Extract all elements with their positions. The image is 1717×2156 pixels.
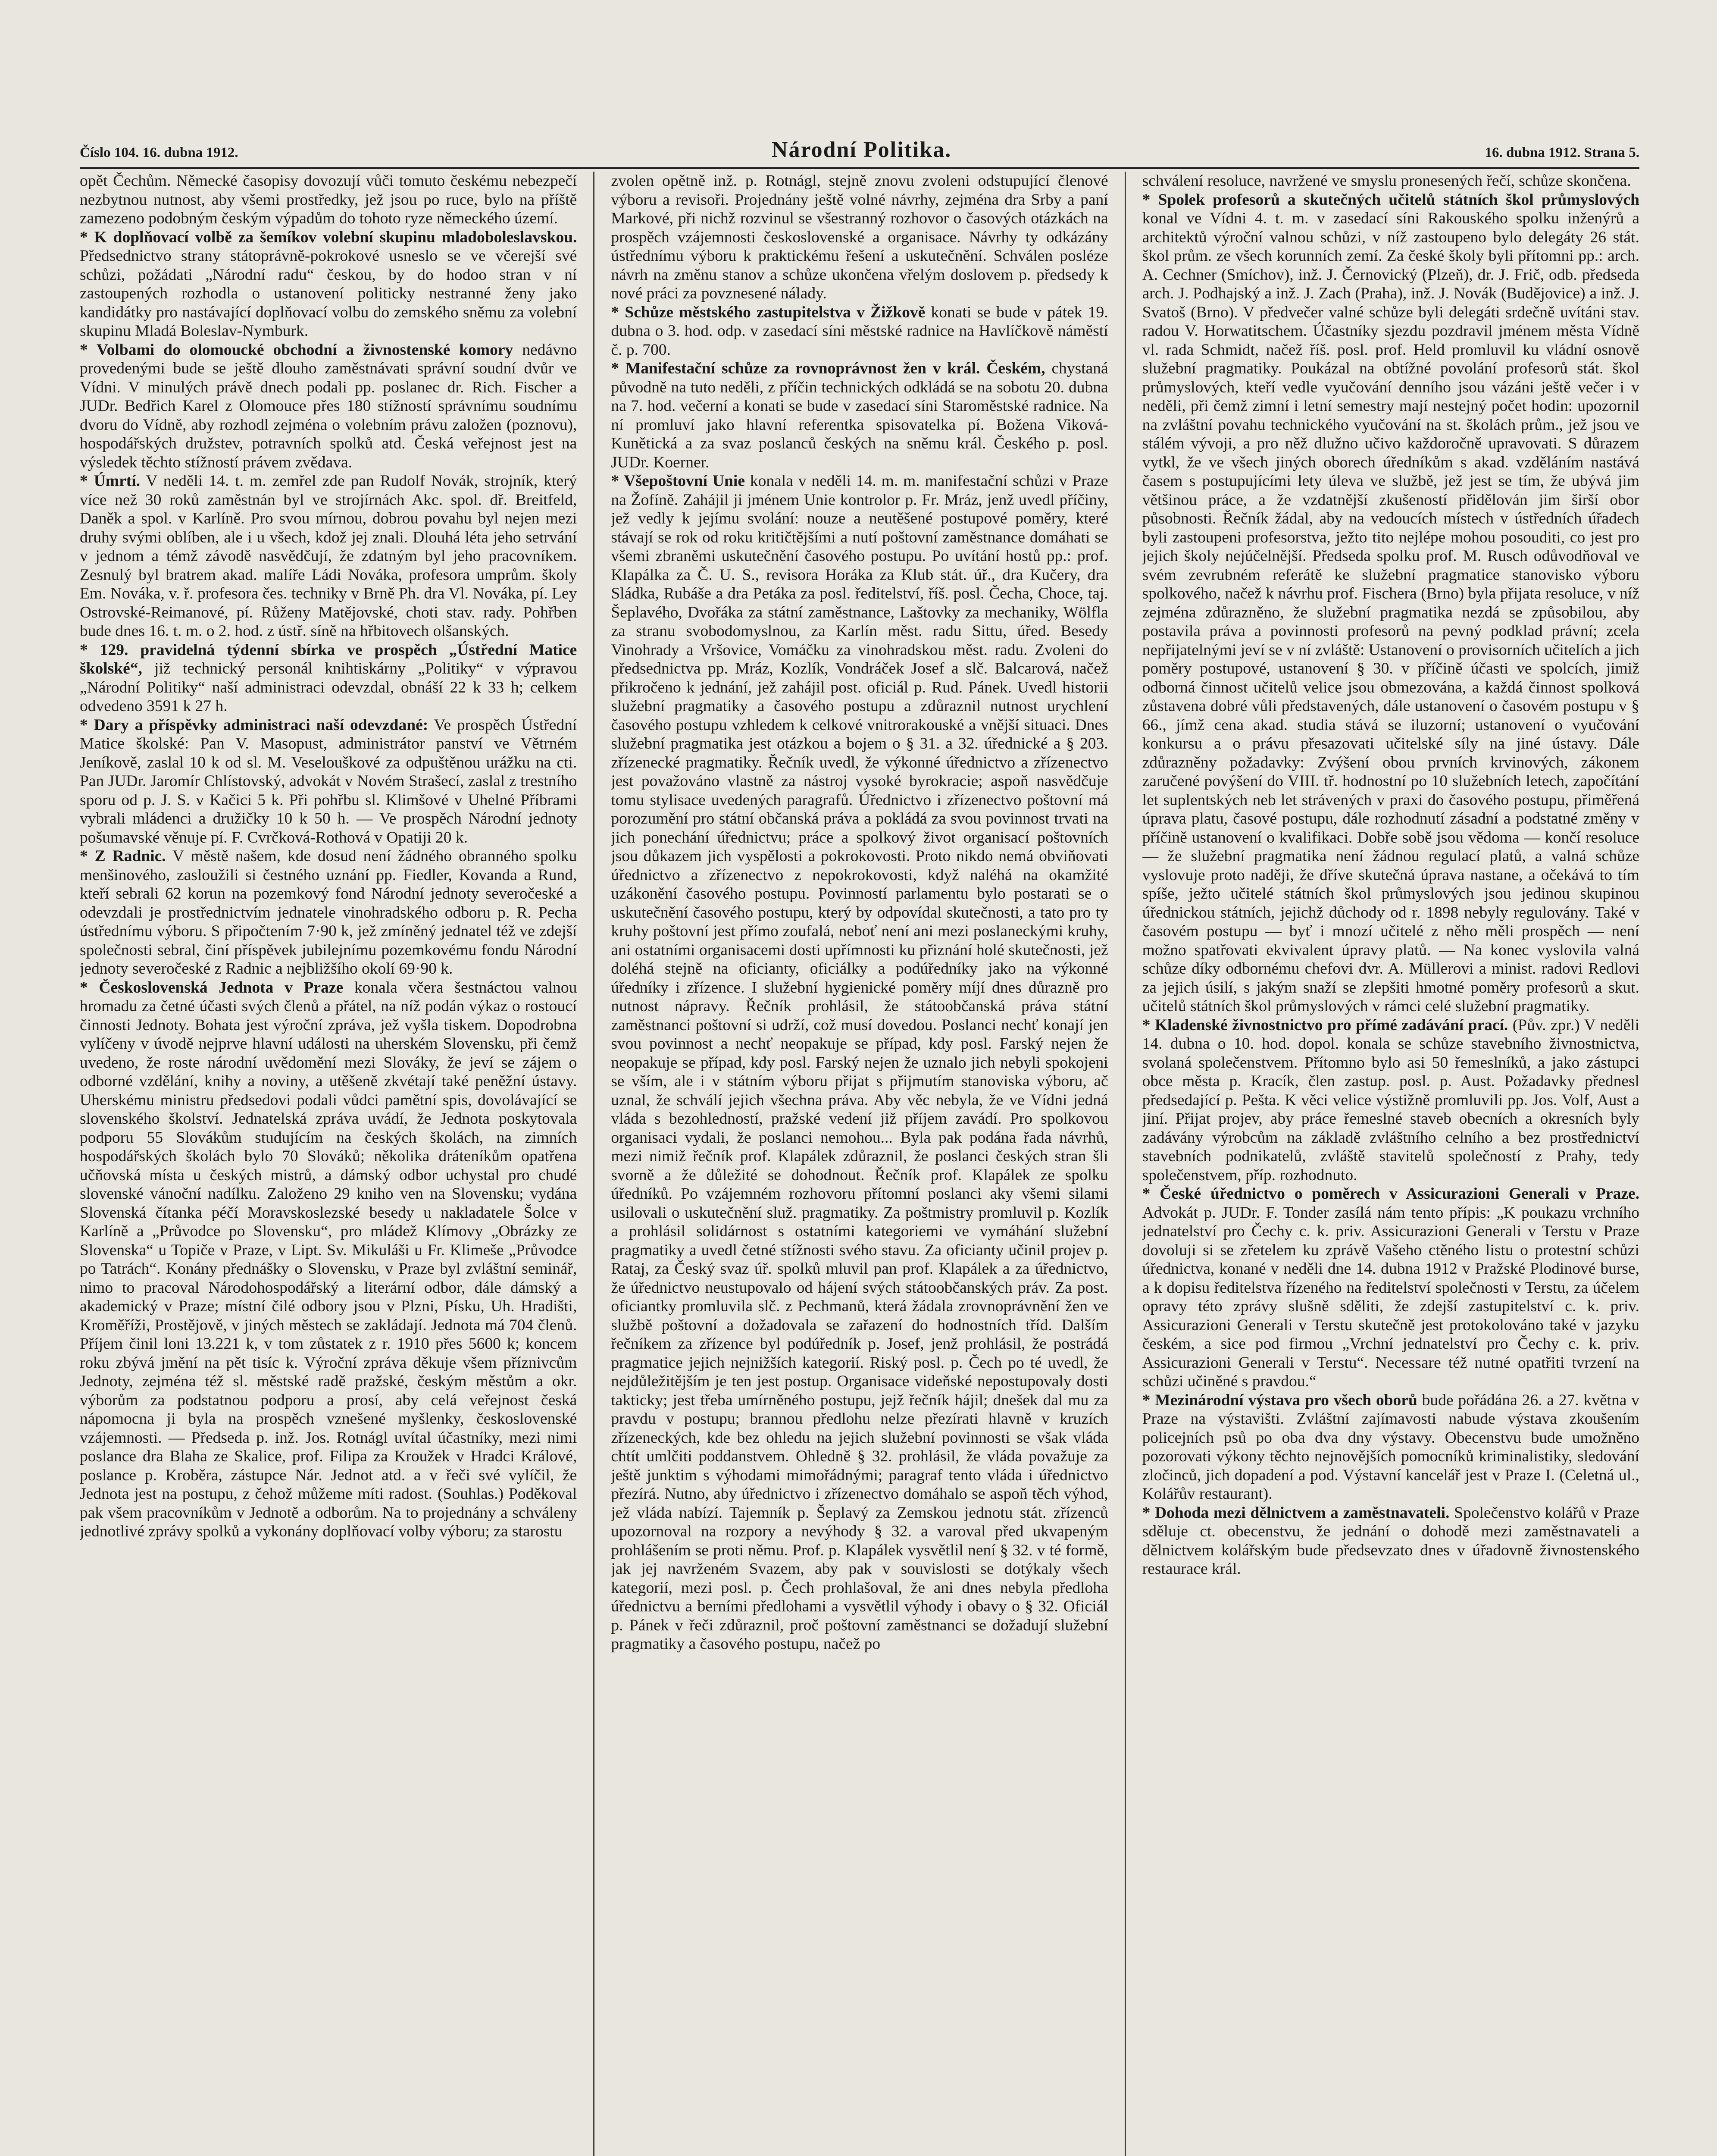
article-paragraph — [611, 303, 1108, 360]
article-paragraph — [1142, 1504, 1639, 1579]
article-paragraph — [1142, 1391, 1639, 1504]
article-body-text: již technický personál knihtiskárny „Politiky“ v výpravou „Národní Politiky“ naší administraci odevzdal, obnáší 22 k 33 h; celkem odvedeno 3591 k 27 h. — [80, 660, 577, 715]
article-body-text: zvolen opětně inž. p. Rotnágl, stejně znovu zvoleni odstupující členové výboru a revisoři. Projednány ještě volné návrhy, zejména dra Srby a paní Markové, při nichž rozvinul se všestranný rozhovor o časových otázkách na prospěch vzájemnosti československé a organisace. Návrhy ty odkázány ústřednímu výboru k praktickému řešení a uskutečnění. Schválen posléze návrh na změnu stanov a schůze ukončena vřelým doslovem p. předsedy k nové práci za povznesené nálady. — [611, 172, 1108, 302]
article-headline: * Všepoštovní Unie — [611, 472, 745, 490]
article-body-text: V městě našem, kde dosud není žádného obranného spolku menšinového, zasloužili si čestného uznání pp. Fiedler, Kovanda a Rund, kteří sebrali 62 korun na pozemkový fond Národní jednoty severočeské a odevzdali je prostřednictvím jednatele vinohradského odboru p. R. Pecha ústřednímu výboru. S připočtením 7·90 k, jež zmíněný jednatel též ve zdejší společnosti sebral, činí příspěvek jubilejnímu pozemkovému fondu Národní jednoty severočeské z Radnic a nejbližšího okolí 69·90 k. — [80, 847, 577, 978]
article-columns — [80, 172, 1639, 2156]
article-body-text: V neděli 14. t. m. zemřel zde pan Rudolf Novák, strojník, který více než 30 roků zaměstnán byl ve strojírnách Akc. spol. dř. Breitfeld, Daněk a spol. v Karlíně. Pro svou mírnou, dobrou povahu byl nejen mezi druhy svými oblíben, ale i u všech, kdož jej znali. Dlouhá léta jeho setrvání v jednom a témž závodě nasvědčují, že zdatným byl jeho pracovníkem. Zesnulý byl bratrem akad. malíře Ládi Nováka, profesora umprům. školy Em. Nováka, v. ř. profesora čes. techniky v Brně Ph. dra Vl. Nováka, pí. Ley Ostrovské-Reimanové, pí. Růženy Matějovské, choti stav. rady. Pohřben bude dnes 16. t. m. o 2. hod. z ústř. síně na hřbitovech olšanských. — [80, 472, 577, 640]
article-headline: * K doplňovací volbě za šemíkov volební skupinu mladoboleslavskou. — [80, 228, 577, 246]
article-headline: * Z Radnic. — [80, 847, 166, 865]
article-paragraph — [80, 716, 577, 847]
article-headline: * Dary a příspěvky administraci naší odevzdané: — [80, 716, 428, 734]
column-3 — [1142, 172, 1639, 2156]
article-paragraph — [80, 172, 577, 228]
article-paragraph — [80, 472, 577, 641]
article-paragraph — [80, 641, 577, 716]
article-paragraph — [611, 172, 1108, 303]
article-body-text: konala včera šestnáctou valnou hromadu za četné účasti svých členů a přátel, na níž podán výkaz o rostoucí činnosti Jednoty. Bohata jest výroční zpráva, jež vyšla tiskem. Dopodrobna vylíčeny v úvodě nejprve hlavní události na uherském Slovensku, při čemž uvedeno, že roste národní uvědomění mezi Slováky, že jeví se zájem o odborné vzdělání, knihy a noviny, a utěšeně zkvétají také peněžní ústavy. Uherskému ministru předsedovi podali vůdci pamětní spis, dovolávající se slovenského školství. Jednatelská zpráva uvádí, že Jednota poskytovala podporu 55 Slovákům studujícím na českých školách, na zimních hospodářských školách bylo 70 Slováků; několika dráteníkům opatřena učňovská místa u českých mistrů, a dámský odbor uchystal pro chudé slovenské vánoční nadílku. Založeno 29 kniho ven na Slovensku; vydána Slovenská čítanka péčí Moravskoslezské besedy u nakladatele Šolce v Karlíně a „Průvodce po Slovensku“, pro mládež Klímovy „Obrázky ze Slovenska“ u Topiče v Praze, v Lipt. Sv. Mikuláši u Fr. Klimeše „Průvodce po Tatrách“. Konány přednášky o Slovensku, v Praze byl zvláštní seminář, nimo to pracoval Národohospodářský a literární odbor, dále dámský a akademický v Praze; místní čilé odbory jsou v Plzni, Písku, Uh. Hradišti, Kroměříži, Prostějově, v jiných městech se zakládají. Jednota má 704 členů. Příjem činil loni 13.221 k, v tom zůstatek z r. 1910 přes 5600 k; koncem roku zbývá jmění na pět tisíc k. Výroční zpráva děkuje všem příznivcům Jednoty, zejména též sl. městské radě pražské, českým městům a okr. výborům za podstatnou podporu a prosí, aby celá veřejnost česká nápomocna ji byla na prospěch vznešené myšlenky, československé vzájemnosti. — Předseda p. inž. Jos. Rotnágl uvítal účastníky, mezi nimi poslance dra Blaha ze Skalice, prof. Filipa za Kroužek v Hradci Králové, poslance p. Kroběra, zástupce Nár. Jednot atd. a v řeči své vylíčil, že Jednota jest na postupu, z čehož můžeme míti radost. (Souhlas.) Poděkoval pak všem pracovníkům v Jednotě a odborům. Na to projednány a schváleny jednotlivé zprávy spolků a vykonány doplňovací volby výboru; za starostu — [80, 978, 577, 1540]
article-headline: * České úřednictvo o poměrech v Assicurazioni Generali v Praze. — [1142, 1185, 1639, 1203]
article-body-text: konati se bude v pátek 19. dubna o 3. hod. odp. v zasedací síni městské radnice na Havlíčkově náměstí č. p. 700. — [611, 303, 1108, 359]
article-body-text: Advokát p. JUDr. F. Tonder zasílá nám tento přípis: „K poukazu vrchního jednatelství pro Čechy c. k. priv. Assicurazioni Generali v Terstu v Praze dovoluji si se zřetelem ku zprávě Vašeho ctěného listu o protestní schůzi úřednictva, konané v neděli dne 14. dubna 1912 v Pražské Plodinové burse, a k dopisu ředitelstva řízeného na ředitelství společnosti v Terstu, za účelem opravy této zprávy slušně sděliti, že zdejší zastupitelství c. k. priv. Assicurazioni Generali v Terstu skutečně jest protokolováno také v jazyku českém, a sice pod firmou „Vrchní jednatelství pro Čechy c. k. priv. Assicurazioni Generali v Terstu“. Necessare též nutné opatřiti tvrzení na schůzi učiněné s pravdou.“ — [1142, 1203, 1639, 1390]
article-paragraph — [1142, 1016, 1639, 1185]
article-headline: * Spolek profesorů a skutečných učitelů státních škol průmyslových — [1142, 191, 1639, 209]
header-date-page-right: 16. dubna 1912. Strana 5. — [1485, 145, 1639, 160]
article-body-text: Společenstvo kolářů v Praze sděluje ct. obecenstvu, že jednání o dohodě mezi zaměstnavateli a dělnictvem kolářským bude předsevzato dnes v úřadovně živnostenského restaurace král. — [1142, 1504, 1639, 1578]
page-header — [80, 137, 1639, 164]
article-body-text: konala v neděli 14. m. m. manifestační schůzi v Praze na Žofíně. Zahájil ji jménem Unie kontrolor p. Fr. Mráz, jenž uvedl příčiny, jež vedly k jejímu svolání: nouze a neutěšené postupové poměry, které stávají se rok od roku kritičtějšími a nutí poštovní zaměstnance domáhati se všemi zbraněmi uskutečnění časového postupu. Po uvítání hostů pp.: prof. Klapálka za Č. U. S., revisora Horáka za Klub stát. úř., dra Kučery, dra Sládka, Rubáše a dra Petáka za posl. ředitelství, říš. posl. Čecha, Choce, taj. Šeplavého, Dvořáka za státní zaměstnance, Laštovky za mechaniky, Wölfla za stranu svobodomyslnou, za Karlín měst. radu Sittu, úřed. Besedy Vinohrady a Vršovice, Vomáčku za vinohradskou měst. radu. Zvoleni do předsednictva pp. Mráz, Kozlík, Vondráček Josef a slč. Balcarová, načež přikročeno k jednání, jež zahájil post. oficiál p. Rud. Pánek. Uvedl historii služební pragmatiky a časového postupu a zdůraznil nutnost urychlení časového postupu vzhledem k celkové vnitrorakouské a vnější situaci. Dnes služební pragmatika jest otázkou a bojem o § 31. a 32. úřednické a § 203. zřízenecké pragmatiky. Řečník uvedl, že výkonné úřednictvo a zřízenectvo jest považováno vlastně za nástroj vysoké byrokracie; aspoň nasvědčuje tomu stylisace uvedených paragrafů. Úřednictvo i zřízenectvo poštovní má porozumění pro státní občanská práva a pokládá za svou povinnost trvati na jich ponechání úřednictvu; práce a spolkový život organisací poštovních jsou důkazem jich vyspělosti a pokrokovosti. Proto nikdo nemá obviňovati úřednictvo a zřízenectvo z nepokrokovosti, když naléhá na okamžité uzákonění časového postupu. Povinností parlamentu bylo postarati se o uskutečnění časového postupu, který by odpovídal skutečnosti, a tato pro ty kruhy poštovní jest přímo zoufalá, neboť není ani mezi poslaneckými kruhy, ani ostatními organisacemi dosti upřímnosti ku přiznání holé skutečnosti, jež doléhá stejně na oficianty, oficiálky a podúředníky jako na výkonné úředníky i zřízence. I služební hygienické poměry míjí dnes důrazně pro nutnost nápravy. Řečník prohlásil, že státoobčanská práva státní zaměstnanci poštovní si udrží, což musí dovedou. Poslanci nechť konají jen svou povinnost a nechť neopakuje se případ, kdy posl. Farský nejen že neopakuje se případ, kdy posl. Farský nejen že uznalo jich nebyli spokojeni se vším, ale i v státním výboru přijat s přijmutím stanoviska výboru, ač uznal, že schválí jejich všechna práva. Aby věc nebyla, že ve Vídni jedná vláda s bezohledností, pražské vedení již příjem zavádí. Pro spolkovou organisaci vydali, že poslanci nemohou... Byla pak podána řada návrhů, mezi nimiž řečník prof. Klapálek zdůraznil, že poslanci českých stran šli svorně a že důležité se dohodnout. Řečník prof. Klapálek ze spolku úředníků. Po vzájemném rozhovoru přítomní poslanci aky všemi silami usilovali o uskutečnění služ. pragmatiky. Za poštmistry promluvil p. Kozlík a prohlásil solidárnost s ostatními kategoriemi ve vymáhání služební pragmatiky a uvedl četné stížnosti svého stavu. Za oficianty učinil projev p. Rataj, za Český svaz úř. spolků mluvil pan prof. Klapálek a za úřednictvo, že úřednictvo neustupovalo od hájení svých státoobčanských práv. Za post. oficiantky promluvila slč. z Pechmanů, která žádala zrovnoprávnění žen ve službě poštovní a dožadovala se zařazení do hodnostních tříd. Dalším řečníkem za zřízence byl podúředník p. Josef, jenž prohlásil, že postrádá pragmatice jejich nejnižších kategorií. Riský posl. p. Čech po té uvedl, že nejdůležitějším je ten jest postup. Organisace videňské nepostupovaly dosti takticky; jest třeba umírněného postupu, jejž řečník hájil; dnešek dal mu za pravdu v postupu; brannou předlohu nelze přezírati hlavně v kruzích zřízeneckých, kde bez ohledu na jejich služební povinnosti se však vláda chtít umlčiti poddanstvem. Ohledně § 32. prohlásil, že vláda považuje za ještě junktim s výhodami mimořádnými; paragraf tento vláda i úřednictvo přezírá. Nutno, aby úřednictvo i zřízenectvo domáhalo se aspoň těch výhod, jež vláda nabízí. Tajemník p. Šeplavý za Zemskou jednotu stát. zřízenců upozornoval na rozpory a nevýhody § 32. a varoval před ukvapeným prohlášením se proti němu. Prof. p. Klapálek vysvětlil není § 32. v té formě, jak jej navrženém Svazem, aby pak v souvislosti se dotýkaly všech kategorií, mezi posl. p. Čech prohlašoval, že ani dnes nebyla předloha úřednictvu a berními předlohami a vysvětlil výhody i obavy o § 32. Oficiál p. Pánek v řeči zdůraznil, proč poštovní zaměstnanci se dožadují služební pragmatiky a časového postupu, načež po — [611, 472, 1108, 1653]
article-paragraph — [80, 978, 577, 1541]
article-body-text: konal ve Vídni 4. t. m. v zasedací síni Rakouského spolku inženýrů a architektů výroční valnou schůzi, v níž zastoupeno bylo delegáty 26 stát. škol prům. ze všech korunních zemí. Za české školy byli přítomni pp.: arch. A. Cechner (Smíchov), inž. J. Černovický (Plzeň), dr. J. Frič, odb. předseda arch. J. Podhajský a inž. J. Zach (Praha), inž. J. Novák (Budějovice) a inž. J. Svatoš (Brno). V předvečer valné schůze byli delegáti srdečně uvítáni stav. radou V. Horwatitschem. Účastníky sjezdu pozdravil jménem města Vídně vl. rada Schmidt, načež říš. posl. prof. Held promluvil ku vládní osnově služební pragmatiky. Poukázal na obtížné povolání profesorů stát. škol průmyslových, kteří vedle vyučování denního jsou vázáni ještě večer i v neděli, při čemž zimní i letní semestry mají nestejný počet hodin: upozornil na zvláštní povahu technického vyučování na st. školách prům., jež jsou ve stálém vývoji, a pro něž dlužno učivo každoročně upravovati. S důrazem vytkl, že ve všech jiných oborech úředníkům s akad. vzděláním nastává časem s postupujícími lety úleva ve službě, jež jest se tím, že ubývá jim většinou práce, a že vzdatnější zkušeností přidělován jim širší obor působnosti. Řečník žádal, aby na vedoucích místech v ústředních úřadech byli zastoupeni profesorstva, ježto tito nejlépe mohou posouditi, co jest pro jejich školy nejúčelnější. Předseda spolku prof. M. Rusch odůvodňoval ve svém zevrubném referátě ke služební pragmatice stanovisko výboru spolkového, načež k návrhu prof. Fischera (Brno) byla přijata resoluce, v níž zejména zdůrazněno, že služební pragmatika nezdá se způsobilou, aby postavila práva a povinnosti profesorů na pevný podklad právní; zcela nepřijatelnými jeví se v ní zvláště: Ustanovení o provisorních učitelích a jich poměry postupové, ustanovení § 30. v příčině účasti ve spolcích, jimiž odborná činnost učitelů velice jsou obmezována, a každá činnost spolková zůstavena dobré vůli představených, dále ustanovení o časovém postupu v § 66., jímž cena akad. studia stává se iluzorní; ustanovení o vyučování konkursu a o právu přesazovati učitelské síly na jiné ústavy. Dále zdůrazněny požadavky: Zvýšení obou prvních krvinových, zákonem zaručené povýšení do VIII. tř. hodnostní po 10 služebních letech, započítání let suplentských neb let strávených v praxi do časového postupu, přiměřená úprava platu, časové postupu, dále rozhodnutí zásadní a podstatné změny v příčině ustanovení o kvalifikaci. Dobře sobě jsou vědoma — končí resoluce — že služební pragmatika není žádnou regulací platů, a valná schůze vyslovuje proto naději, že dříve skutečná úprava nastane, a očekává to tím spíše, ježto učitelé státních škol průmyslových jsou jedinou skupinou úřednickou státních, jejichž důchody od r. 1898 nebyly regulovány. Také v časovém postupu — byť i mnozí učitelé z něho měli prospěch — není možno spatřovati ekvivalent úpravy platů. — Na konec vyslovila valná schůze díky odbornému chefovi dvr. A. Müllerovi a minist. radovi Redlovi za jejich úsilí, s jakým snaží se zlepšiti hmotné poměry profesorů a skut. učitelů státních škol průmyslových v rámci celé služební pragmatiky. — [1142, 210, 1639, 1015]
article-headline: * Dohoda mezi dělnictvem a zaměstnavateli. — [1142, 1504, 1450, 1522]
article-body-text: schválení resoluce, navržené ve smyslu pronesených řečí, schůze skončena. — [1142, 172, 1631, 190]
article-body-text: Předsednictvo strany státoprávně-pokrokové usneslo se ve včerejší své schůzi, požádati „Národní radu“ českou, by do hodoo stran v ní zastoupených rozhodla o ustanovení politicky nestranné ženy jako kandidátky pro nastávající doplňovací volbu do zemského sněmu za volební skupinu Mladá Boleslav-Nymburk. — [80, 247, 577, 340]
article-paragraph — [80, 847, 577, 978]
article-paragraph — [80, 228, 577, 341]
article-paragraph — [611, 359, 1108, 472]
column-divider — [1125, 172, 1126, 2156]
article-paragraph — [1142, 1185, 1639, 1391]
article-body-text: opět Čechům. Německé časopisy dovozují vůči tomuto českému nebezpečí nezbytnou nutnost, aby všemi prostředky, jež jsou po ruce, bylo na příště zamezeno podobným českým výpadům do tohoto ryze německého území. — [80, 172, 577, 227]
article-body-text: nedávno provedenými bude se ještě dlouho zaměstnávati správní soudní dvůr ve Vídni. V minulých právě dnech podali pp. poslanec dr. Rich. Fischer a JUDr. Bedřich Karel z Olomouce přes 180 stížností správnímu soudnímu dvoru do Vídně, aby rozhodl zejména o volebním právu založen (poznovu), hospodářských družstev, potravních spolků atd. Česká veřejnost jest na výsledek těchto stížností právem zvědava. — [80, 341, 577, 471]
column-divider — [593, 172, 594, 2156]
article-paragraph — [1142, 191, 1639, 1016]
article-body-text: bude pořádána 26. a 27. května v Praze na výstavišti. Zvláštní zajímavosti nabude výstava zkoušením policejních psů po oba dva dny výstavy. Obecenstvu bude umožněno pozorovati výkony těchto nejnovějších pomocníků kriminalistiky, sledování zločinců, jich dopadení a pod. Výstavní kancelář jest v Praze I. (Celetná ul., Kolářův restaurant). — [1142, 1391, 1639, 1503]
article-headline: * Kladenské živnostnictvo pro přímé zadávání prací. — [1142, 1016, 1508, 1034]
column-1 — [80, 172, 577, 2156]
article-body-text: chystaná původně na tuto neděli, z příčin technických odkládá se na sobotu 20. dubna na 7. hod. večerní a konati se bude v zasedací síni Staroměstské radnice. Na ní promluví jako hlavní referentka spisovatelka pí. Božena Viková-Kunětická a za svaz poslanců českých na sněmu král. Českého p. posl. JUDr. Koerner. — [611, 360, 1108, 471]
article-body-text: Ve prospěch Ústřední Matice školské: Pan V. Masopust, administrátor panství ve Větrném Jeníkově, zaslal 10 k od sl. M. Veselouškové za odpuštěnou urážku na cti. Pan JUDr. Jaromír Chlístovský, advokát v Novém Strašecí, zaslal z trestního sporu od p. J. S. v Kačici 5 k. Při pohřbu sl. Klimšové v Uhelné Příbrami vybrali mládenci a družičky 10 k 50 h. — Ve prospěch Národní jednoty pošumavské věnuje pí. F. Cvrčková-Rothová v Opatiji 20 k. — [80, 716, 577, 846]
article-paragraph — [80, 341, 577, 472]
article-body-text: (Pův. zpr.) V neděli 14. dubna o 10. hod. dopol. konala se schůze stavebního živnostnictva, svolaná společenstvem. Přítomno bylo asi 50 řemeslníků, a jako zástupci obce města p. Kracík, člen zastup. posl. p. Aust. Požadavky přednesl předsedající p. Pešta. K věci velice výstižně promluvili pp. Jos. Volf, Aust a jiní. Přijat projev, aby práce řemeslné staveb obecních a okresních byly zadávány výrobcům na základě zvláštního celního a bez prostřednictví stavebních podnikatelů, zvláště stavitelů společností z Prahy, tedy společenstvem, příp. rozhodnuto. — [1142, 1016, 1639, 1184]
article-paragraph — [1142, 172, 1639, 191]
article-headline: * Československá Jednota v Praze — [80, 978, 344, 997]
article-headline: * Volbami do olomoucké obchodní a živnostenské komory — [80, 341, 513, 359]
column-2 — [611, 172, 1108, 2156]
article-headline: * Schůze městského zastupitelstva v Žižkově — [611, 303, 926, 321]
article-headline: * 129. pravidelná týdenní sbírka ve prospěch „Ústřední Matice školské“, — [80, 641, 577, 677]
masthead-title: Národní Politika. — [771, 138, 952, 162]
article-headline: * Manifestační schůze za rovnoprávnost žen v král. Českém, — [611, 360, 1045, 377]
header-issue-left: Číslo 104. 16. dubna 1912. — [80, 145, 238, 160]
article-headline: * Úmrtí. — [80, 472, 140, 490]
header-rule — [80, 167, 1639, 169]
article-paragraph — [611, 472, 1108, 1654]
article-headline: * Mezinárodní výstava pro všech oborů — [1142, 1391, 1417, 1409]
